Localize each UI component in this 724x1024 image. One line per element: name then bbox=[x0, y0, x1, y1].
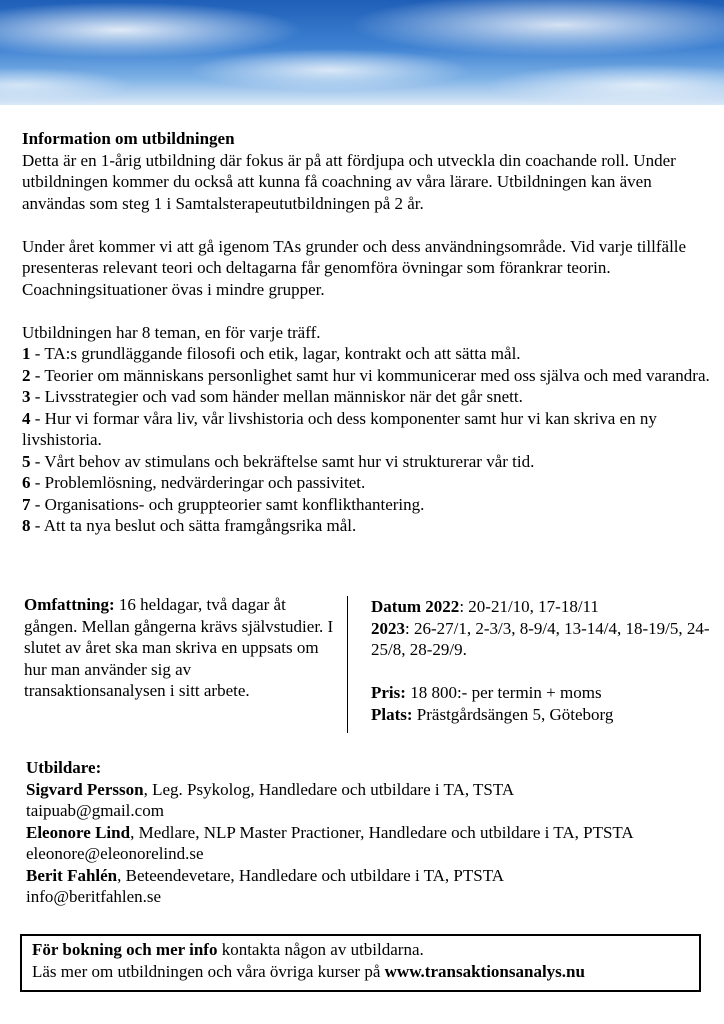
price: Pris: 18 800:- per termin + moms bbox=[371, 683, 602, 702]
website-link[interactable]: www.transaktionsanalys.nu bbox=[384, 961, 585, 981]
scope-column bbox=[24, 594, 336, 702]
scope-label: Omfattning: bbox=[24, 595, 115, 614]
theme-item: 3 - Livsstrategier och vad som händer mellan människor när det går snett. bbox=[22, 387, 523, 406]
teachers-heading: Utbildare: bbox=[26, 758, 102, 777]
teacher-email[interactable]: taipuab@gmail.com bbox=[26, 801, 164, 820]
theme-item: 1 - TA:s grundläggande filosofi och etik, lagar, kontrakt och att sätta mål. bbox=[22, 344, 521, 363]
info-section bbox=[22, 128, 712, 537]
sky-header-image bbox=[0, 0, 724, 105]
teacher-entry: Berit Fahlén, Beteendevetare, Handledare och utbildare i TA, PTSTA bbox=[26, 865, 505, 885]
theme-item: 5 - Vårt behov av stimulans och bekräftelse samt hur vi strukturerar vår tid. bbox=[22, 451, 535, 471]
course-details bbox=[22, 594, 712, 734]
dates-2023: 2023: 26-27/1, 2-3/3, 8-9/4, 13-14/4, 18-19/5, 24-25/8, 28-29/9. bbox=[371, 618, 710, 659]
teacher-email[interactable]: eleonore@eleonorelind.se bbox=[26, 844, 204, 863]
themes-intro: Utbildningen har 8 teman, en för varje träff. bbox=[22, 322, 321, 342]
theme-item: 7 - Organisations- och gruppteorier samt konflikthantering. bbox=[22, 494, 425, 514]
contact-box bbox=[20, 934, 701, 992]
scope-text: 16 heldagar, två dagar åt gången. Mellan gångerna krävs självstudier. I slutet av året ska man skriva en uppsats om hur man använder sig av transaktionsanalysen i sitt arbete. bbox=[24, 595, 334, 700]
info-heading: Information om utbildningen bbox=[22, 129, 235, 148]
teacher-entry: Eleonore Lind, Medlare, NLP Master Practioner, Handledare och utbildare i TA, PTSTA eleonore@eleonorelind.se bbox=[26, 822, 633, 863]
theme-item: 6 - Problemlösning, nedvärderingar och passivitet. bbox=[22, 473, 366, 492]
dates-2022: Datum 2022: 20-21/10, 17-18/11 bbox=[371, 597, 599, 616]
themes-list bbox=[22, 343, 712, 537]
schedule-column bbox=[371, 596, 711, 725]
teachers-section bbox=[26, 757, 706, 908]
column-divider bbox=[347, 596, 348, 733]
contact-line-2: Läs mer om utbildningen och våra övriga kurser på www.transaktionsanalys.nu bbox=[32, 961, 585, 981]
teacher-entry: Sigvard Persson, Leg. Psykolog, Handledare och utbildare i TA, TSTA bbox=[26, 779, 515, 799]
theme-item: 2 - Teorier om människans personlighet samt hur vi kommunicerar med oss själva och med varandra. bbox=[22, 365, 710, 385]
theme-item: 8 - Att ta nya beslut och sätta framgångsrika mål. bbox=[22, 516, 357, 535]
contact-line-1: För bokning och mer info kontakta någon av utbildarna. bbox=[32, 940, 424, 959]
info-paragraph-1: Detta är en 1-årig utbildning där fokus är på att fördjupa och utveckla din coachande roll. Under utbildningen kommer du också att kunna få coachning av våra lärare. Utbildningen kan även användas som steg 1 i Samtalsterapeututbildningen på 2 år. bbox=[22, 150, 676, 213]
theme-item: 4 - Hur vi formar våra liv, vår livshistoria och dess komponenter samt hur vi kan skriva en ny livshistoria. bbox=[22, 408, 657, 449]
place: Plats: Prästgårdsängen 5, Göteborg bbox=[371, 704, 614, 724]
info-paragraph-2: Under året kommer vi att gå igenom TAs grunder och dess användningsområde. Vid varje tillfälle presenteras relevant teori och deltagarna får genomföra övningar som förankrar teorin. Coachningsituationer övas i mindre grupper. bbox=[22, 236, 687, 299]
teacher-email[interactable]: info@beritfahlen.se bbox=[26, 887, 162, 906]
